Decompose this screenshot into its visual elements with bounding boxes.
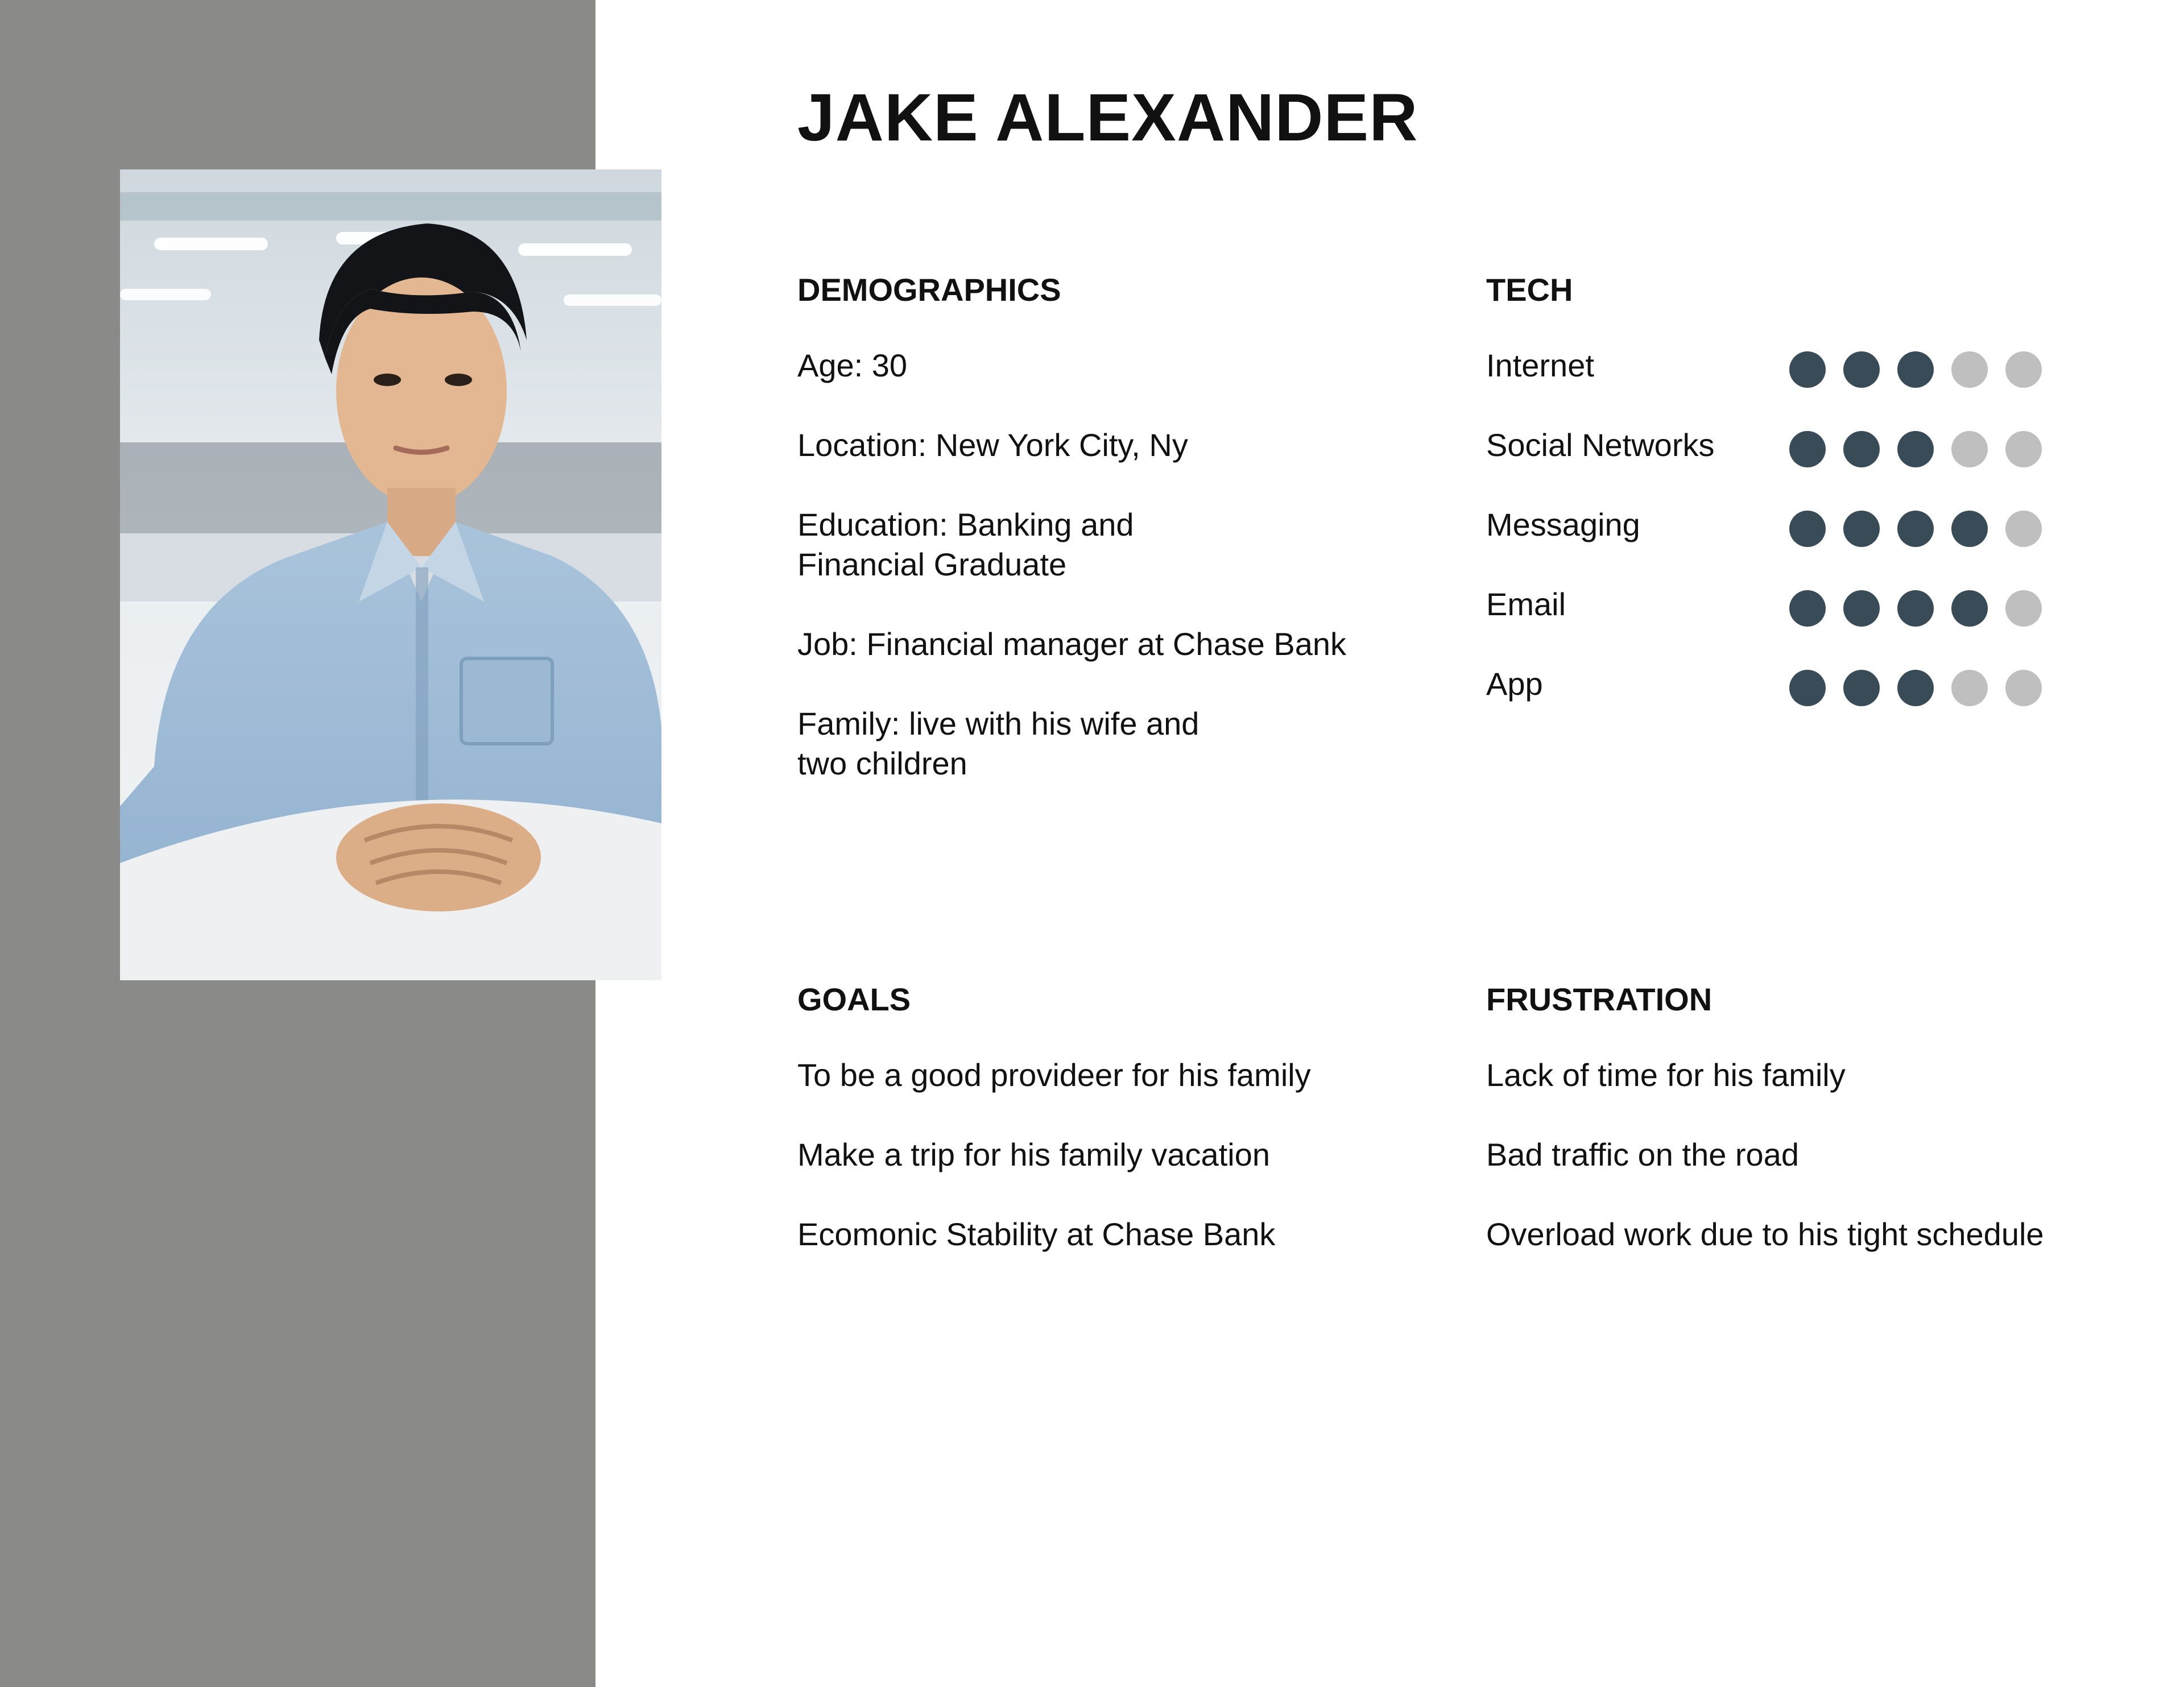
goal-item: Make a trip for his family vacation	[797, 1137, 1270, 1172]
tech-title: TECH	[1486, 272, 1573, 308]
rating-dots	[1789, 351, 2042, 388]
rating-dot-empty	[1951, 351, 1988, 388]
persona-name: JAKE ALEXANDER	[797, 80, 1418, 155]
rating-dot-filled	[1897, 351, 1934, 388]
rating-dots	[1789, 431, 2042, 467]
rating-dot-filled	[1843, 670, 1880, 706]
goal-item: To be a good provideer for his family	[797, 1057, 1311, 1093]
rating-dot-empty	[1951, 431, 1988, 467]
tech-row-email	[1486, 585, 2140, 624]
tech-row-internet	[1486, 346, 2140, 386]
rating-dot-filled	[1789, 670, 1826, 706]
rating-dot-filled	[1789, 511, 1826, 547]
rating-dot-filled	[1789, 351, 1826, 388]
rating-dot-empty	[2005, 670, 2042, 706]
rating-dot-filled	[1789, 431, 1826, 467]
rating-dots	[1789, 590, 2042, 627]
demographics-education: Education: Banking and Financial Graduate	[797, 507, 1134, 582]
frustration-item: Lack of time for his family	[1486, 1057, 1846, 1093]
tech-label: Internet	[1486, 347, 1594, 383]
rating-dot-filled	[1897, 431, 1934, 467]
rating-dot-empty	[2005, 511, 2042, 547]
goal-item: Ecomonic Stability at Chase Bank	[797, 1216, 1276, 1252]
goals-section	[797, 981, 1451, 1294]
tech-label: App	[1486, 666, 1543, 702]
frustration-item: Overload work due to his tight schedule	[1486, 1216, 2044, 1252]
rating-dot-empty	[2005, 431, 2042, 467]
persona-photo	[120, 169, 661, 980]
rating-dots	[1789, 511, 2042, 547]
goals-title: GOALS	[797, 981, 911, 1017]
frustration-title: FRUSTRATION	[1486, 981, 1713, 1017]
rating-dot-filled	[1897, 670, 1934, 706]
demographics-family: Family: live with his wife and two children	[797, 706, 1199, 781]
rating-dot-filled	[1897, 511, 1934, 547]
tech-label: Social Networks	[1486, 427, 1715, 463]
rating-dot-filled	[1843, 351, 1880, 388]
demographics-age: Age: 30	[797, 347, 908, 383]
frustration-item: Bad traffic on the road	[1486, 1137, 1799, 1172]
tech-row-social-networks	[1486, 425, 2140, 465]
demographics-section	[797, 274, 1423, 823]
rating-dot-filled	[1843, 511, 1880, 547]
tech-label: Email	[1486, 586, 1566, 622]
tech-row-app	[1486, 664, 2140, 704]
rating-dot-filled	[1897, 590, 1934, 627]
rating-dot-filled	[1951, 511, 1988, 547]
tech-section	[1486, 274, 2140, 744]
rating-dot-filled	[1951, 590, 1988, 627]
rating-dots	[1789, 670, 2042, 706]
rating-dot-empty	[2005, 351, 2042, 388]
rating-dot-filled	[1843, 431, 1880, 467]
demographics-title: DEMOGRAPHICS	[797, 272, 1061, 308]
demographics-location: Location: New York City, Ny	[797, 427, 1188, 463]
rating-dot-filled	[1843, 590, 1880, 627]
demographics-job: Job: Financial manager at Chase Bank	[797, 626, 1346, 662]
rating-dot-filled	[1789, 590, 1826, 627]
persona-photo-illustration	[120, 169, 661, 980]
tech-row-messaging	[1486, 505, 2140, 545]
tech-label: Messaging	[1486, 507, 1640, 542]
rating-dot-empty	[1951, 670, 1988, 706]
rating-dot-empty	[2005, 590, 2042, 627]
frustration-section	[1486, 981, 2169, 1294]
